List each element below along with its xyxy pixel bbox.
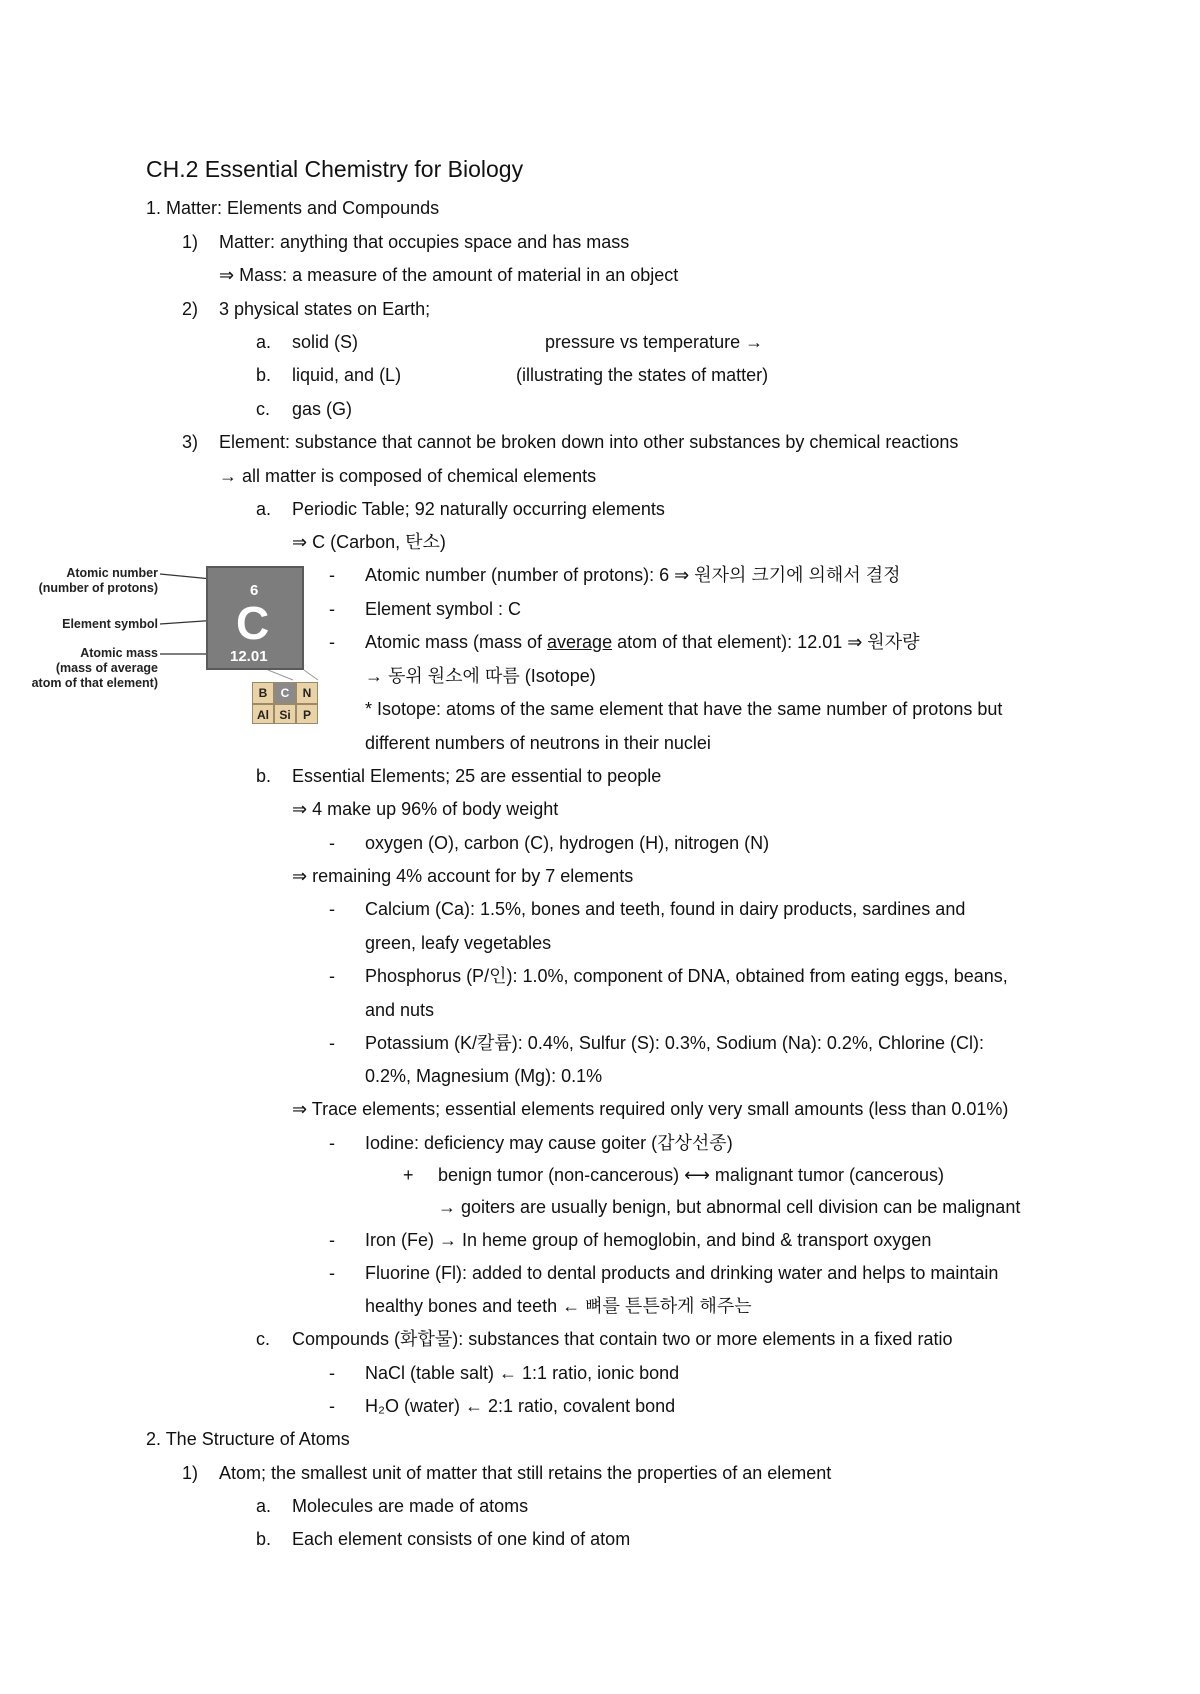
tile-atomic-number: 6 <box>250 582 259 599</box>
list-marker: - <box>329 1230 335 1250</box>
text-line: and nuts <box>365 1000 435 1020</box>
element-symbol-label: Element symbol <box>62 617 158 631</box>
atomic-number-sublabel: (number of protons) <box>38 581 158 595</box>
atomic-mass-sublabel-2: atom of that element) <box>31 676 158 690</box>
text-line: 3 physical states on Earth; <box>219 299 431 319</box>
text-line: benign tumor (non-cancerous) ⟷ malignant tumor (cancerous) <box>438 1165 945 1185</box>
list-marker: b. <box>256 766 272 786</box>
text-line: gas (G) <box>292 399 353 419</box>
text-line: Atomic mass (mass of average atom of that element): 12.01 ⇒ 원자량 <box>365 632 920 652</box>
mini-tile-al: Al <box>252 704 274 724</box>
list-marker: - <box>329 1263 335 1283</box>
list-marker: 1) <box>182 1463 199 1483</box>
text-line: liquid, and (L) <box>292 365 402 385</box>
text-line: → all matter is composed of chemical elements <box>219 466 597 486</box>
text-line: Matter: anything that occupies space and has mass <box>219 232 630 252</box>
atomic-mass-label: Atomic mass <box>80 646 158 660</box>
mini-tile-p: P <box>296 704 318 724</box>
list-marker: a. <box>256 499 272 519</box>
tile-element-symbol: C <box>236 597 270 649</box>
text-line: Atom; the smallest unit of matter that still retains the properties of an element <box>219 1463 832 1483</box>
text-line: oxygen (O), carbon (C), hydrogen (H), nitrogen (N) <box>365 833 770 853</box>
list-marker: 1) <box>182 232 199 252</box>
list-marker: - <box>329 565 335 585</box>
list-marker: c. <box>256 399 271 419</box>
text-line: Each element consists of one kind of atom <box>292 1529 631 1549</box>
text-line: healthy bones and teeth ← 뼈를 튼튼하게 해주는 <box>365 1296 752 1316</box>
text-line: ⇒ Mass: a measure of the amount of material in an object <box>219 265 679 285</box>
list-marker: + <box>403 1165 414 1185</box>
page-title: CH.2 Essential Chemistry for Biology <box>146 156 524 182</box>
carbon-tile <box>206 566 304 670</box>
text-line: Iron (Fe) → In heme group of hemoglobin, and bind & transport oxygen <box>365 1230 932 1250</box>
text-line: Iodine: deficiency may cause goiter (갑상선종) <box>365 1133 733 1153</box>
mini-tile-c: C <box>274 682 296 704</box>
list-marker: - <box>329 1133 335 1153</box>
text-line: → goiters are usually benign, but abnormal cell division can be malignant <box>438 1197 1021 1217</box>
text-line: 0.2%, Magnesium (Mg): 0.1% <box>365 1066 603 1086</box>
text-line: solid (S) <box>292 332 359 352</box>
text-line: ⇒ 4 make up 96% of body weight <box>292 799 559 819</box>
list-marker: b. <box>256 365 272 385</box>
list-marker: - <box>329 632 335 652</box>
text-line: Element: substance that cannot be broken down into other substances by chemical reactions <box>219 432 959 452</box>
tile-atomic-mass: 12.01 <box>230 648 268 665</box>
text-line: * Isotope: atoms of the same element that have the same number of protons but <box>365 699 1003 719</box>
text-line: → 동위 원소에 따름 (Isotope) <box>365 666 596 686</box>
text-line: Element symbol : C <box>365 599 522 619</box>
text-line: Calcium (Ca): 1.5%, bones and teeth, found in dairy products, sardines and <box>365 899 966 919</box>
text-line: Atomic number (number of protons): 6 ⇒ 원자의 크기에 의해서 결정 <box>365 565 901 585</box>
list-marker: - <box>329 899 335 919</box>
text-line: ⇒ C (Carbon, 탄소) <box>292 532 446 552</box>
aside-note: (illustrating the states of matter) <box>516 365 769 385</box>
text-line: ⇒ remaining 4% account for by 7 elements <box>292 866 634 886</box>
carbon-element-figure <box>28 558 328 728</box>
text-line: Fluorine (Fl): added to dental products and drinking water and helps to maintain <box>365 1263 999 1283</box>
list-marker: c. <box>256 1329 271 1349</box>
list-marker: - <box>329 1363 335 1383</box>
text-line: H₂O (water) ← 2:1 ratio, covalent bond <box>365 1396 676 1416</box>
list-marker: - <box>329 1396 335 1416</box>
text-line: 2. The Structure of Atoms <box>146 1429 350 1449</box>
list-marker: 3) <box>182 432 199 452</box>
text-line: Molecules are made of atoms <box>292 1496 529 1516</box>
atomic-mass-sublabel-1: (mass of average <box>55 661 158 675</box>
list-marker: - <box>329 599 335 619</box>
list-marker: - <box>329 966 335 986</box>
list-marker: a. <box>256 332 272 352</box>
text-line: different numbers of neutrons in their nuclei <box>365 733 711 753</box>
text-line: ⇒ Trace elements; essential elements required only very small amounts (less than 0.01%) <box>292 1099 1009 1119</box>
underlined-word: average <box>547 632 613 652</box>
text-line: Periodic Table; 92 naturally occurring elements <box>292 499 665 519</box>
list-marker: - <box>329 833 335 853</box>
text-line: green, leafy vegetables <box>365 933 552 953</box>
list-marker: - <box>329 1033 335 1053</box>
mini-tile-b: B <box>252 682 274 704</box>
list-marker: a. <box>256 1496 272 1516</box>
list-marker: 2) <box>182 299 199 319</box>
mini-tile-n: N <box>296 682 318 704</box>
list-marker: b. <box>256 1529 272 1549</box>
mini-tile-si: Si <box>274 704 296 724</box>
text-line: NaCl (table salt) ← 1:1 ratio, ionic bond <box>365 1363 680 1383</box>
text-line: 1. Matter: Elements and Compounds <box>146 198 440 218</box>
text-line: Essential Elements; 25 are essential to people <box>292 766 662 786</box>
aside-note: pressure vs temperature → <box>545 332 764 352</box>
atomic-number-label: Atomic number <box>66 566 158 580</box>
text-line: Compounds (화합물): substances that contain two or more elements in a fixed ratio <box>292 1329 953 1349</box>
text-line: Potassium (K/칼륨): 0.4%, Sulfur (S): 0.3%, Sodium (Na): 0.2%, Chlorine (Cl): <box>365 1033 984 1053</box>
text-line: Phosphorus (P/인): 1.0%, component of DNA, obtained from eating eggs, beans, <box>365 966 1008 986</box>
